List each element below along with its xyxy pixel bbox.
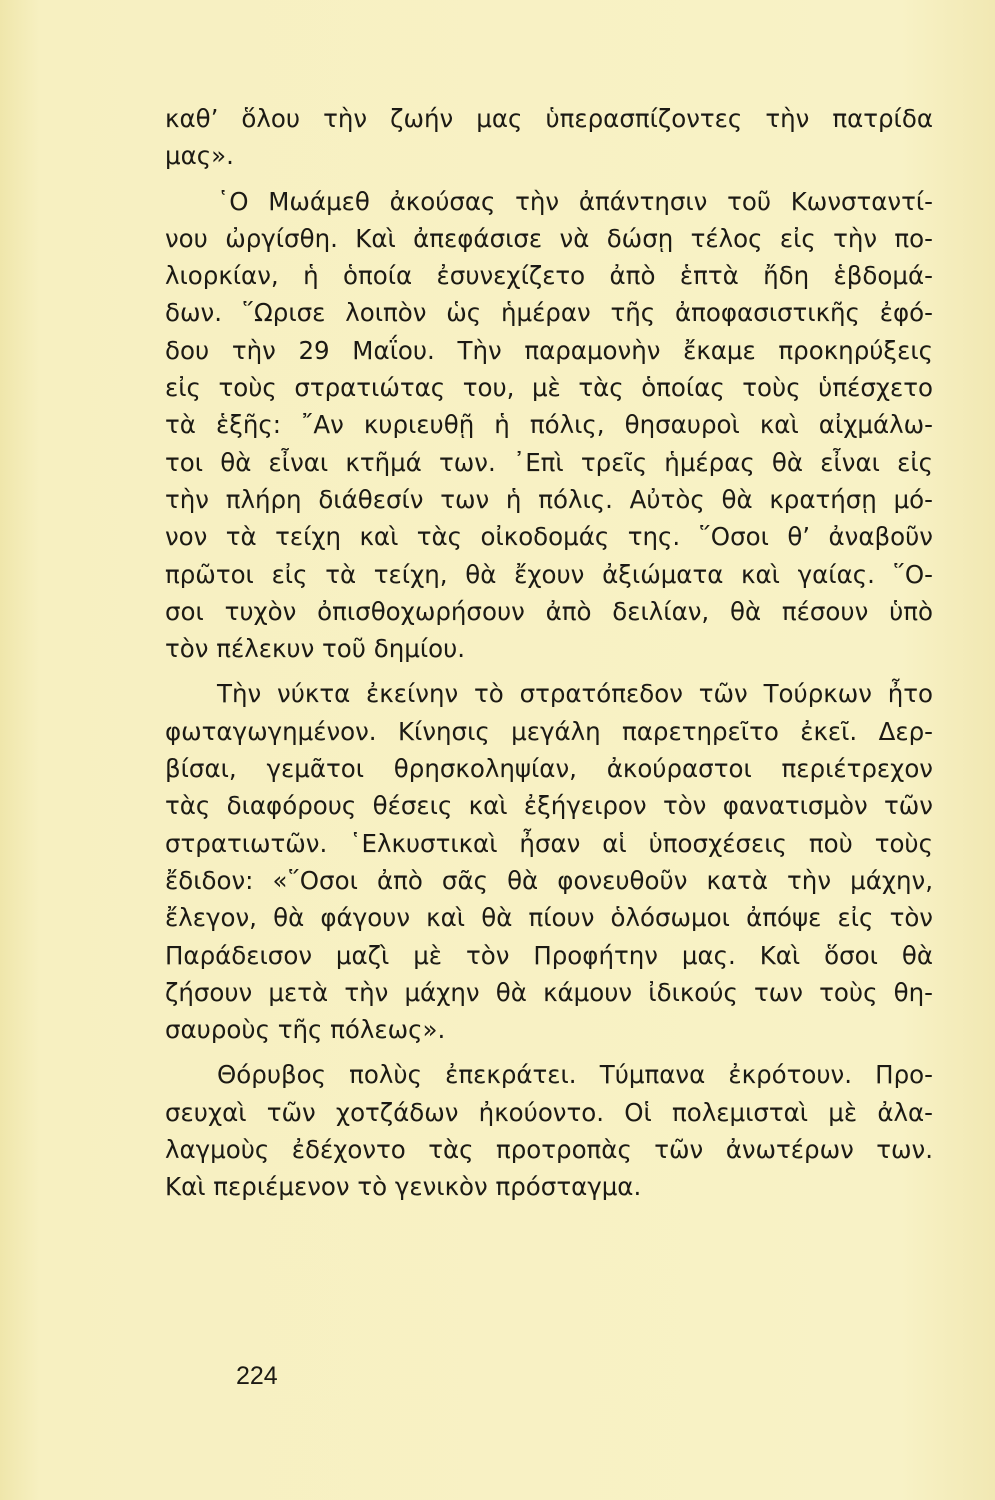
body-text — [165, 100, 933, 1206]
text-line: ζήσουν μετὰ τὴν μάχην θὰ κάμουν ἰδικούς των τοὺς θη- — [165, 977, 933, 1007]
text-line: δων. ῞Ωρισε λοιπὸν ὡς ἡμέραν τῆς ἀποφασιστικῆς ἐφό- — [165, 298, 933, 328]
text-line: Τὴν νύκτα ἐκείνην τὸ στρατόπεδον τῶν Τούρκων ἦτο — [217, 679, 933, 709]
text-line: τὰς διαφόρους θέσεις καὶ ἐξήγειρον τὸν φανατισμὸν τῶν — [165, 791, 933, 821]
text-line: λιορκίαν, ἡ ὁποία ἐσυνεχίζετο ἀπὸ ἑπτὰ ἤδη ἑβδομά- — [165, 261, 933, 291]
page-number: 224 — [236, 1362, 278, 1390]
text-line: δου τὴν 29 Μαΐου. Τὴν παραμονὴν ἔκαμε προκηρύξεις — [165, 335, 933, 365]
text-line: σοι τυχὸν ὀπισθοχωρήσουν ἀπὸ δειλίαν, θὰ πέσουν ὑπὸ — [165, 596, 933, 626]
text-line: ἔδιδον: «῞Οσοι ἀπὸ σᾶς θὰ φονευθοῦν κατὰ τὴν μάχην, — [165, 865, 933, 895]
text-line: σευχαὶ τῶν χοτζάδων ἠκούοντο. Οἱ πολεμισταὶ μὲ ἀλα- — [165, 1097, 933, 1127]
text-line: τὸν πέλεκυν τοῦ δημίου. — [165, 634, 466, 664]
text-line: νον τὰ τείχη καὶ τὰς οἰκοδομάς της. ῞Οσοι θ’ ἀναβοῦν — [165, 522, 933, 552]
text-line: εἰς τοὺς στρατιώτας του, μὲ τὰς ὁποίας τοὺς ὑπέσχετο — [165, 373, 933, 403]
text-line: τοι θὰ εἶναι κτῆμά των. ᾿Επὶ τρεῖς ἡμέρας θὰ εἶναι εἰς — [165, 447, 933, 477]
text-line: Καὶ περιέμενον τὸ γενικὸν πρόσταγμα. — [165, 1172, 642, 1202]
text-line: πρῶτοι εἰς τὰ τείχη, θὰ ἔχουν ἀξιώματα καὶ γαίας. ῞Ο- — [165, 559, 933, 589]
text-line: ἔλεγον, θὰ φάγουν καὶ θὰ πίουν ὁλόσωμοι ἀπόψε εἰς τὸν — [165, 903, 933, 933]
text-line: στρατιωτῶν. ῾Ελκυστικαὶ ἦσαν αἱ ὑποσχέσεις ποὺ τοὺς — [165, 828, 933, 858]
text-line: νου ὠργίσθη. Καὶ ἀπεφάσισε νὰ δώσῃ τέλος εἰς τὴν πο- — [165, 223, 933, 253]
text-line: καθ’ ὅλου τὴν ζωήν μας ὑπερασπίζοντες τὴν πατρίδα — [165, 104, 933, 133]
text-line: Παράδεισον μαζὶ μὲ τὸν Προφήτην μας. Καὶ ὅσοι θὰ — [165, 940, 933, 970]
text-line: τὰ ἑξῆς: ῎Αν κυριευθῇ ἡ πόλις, θησαυροὶ καὶ αἰχμάλω- — [165, 410, 933, 440]
text-line: σαυροὺς τῆς πόλεως». — [165, 1015, 446, 1045]
text-line: ῾Ο Μωάμεθ ἀκούσας τὴν ἀπάντησιν τοῦ Κωνσταντί- — [217, 186, 933, 216]
text-line: φωταγωγημένον. Κίνησις μεγάλη παρετηρεῖτο ἐκεῖ. Δερ- — [165, 716, 933, 746]
text-line: βίσαι, γεμᾶτοι θρησκοληψίαν, ἀκούραστοι περιέτρεχον — [165, 754, 933, 784]
text-line: Θόρυβος πολὺς ἐπεκράτει. Τύμπανα ἐκρότουν. Προ- — [217, 1060, 933, 1090]
text-line: τὴν πλήρη διάθεσίν των ἡ πόλις. Αὐτὸς θὰ κρατήσῃ μό- — [165, 484, 933, 514]
text-line: λαγμοὺς ἐδέχοντο τὰς προτροπὰς τῶν ἀνωτέρων των. — [165, 1135, 933, 1165]
text-line: μας». — [165, 141, 234, 171]
